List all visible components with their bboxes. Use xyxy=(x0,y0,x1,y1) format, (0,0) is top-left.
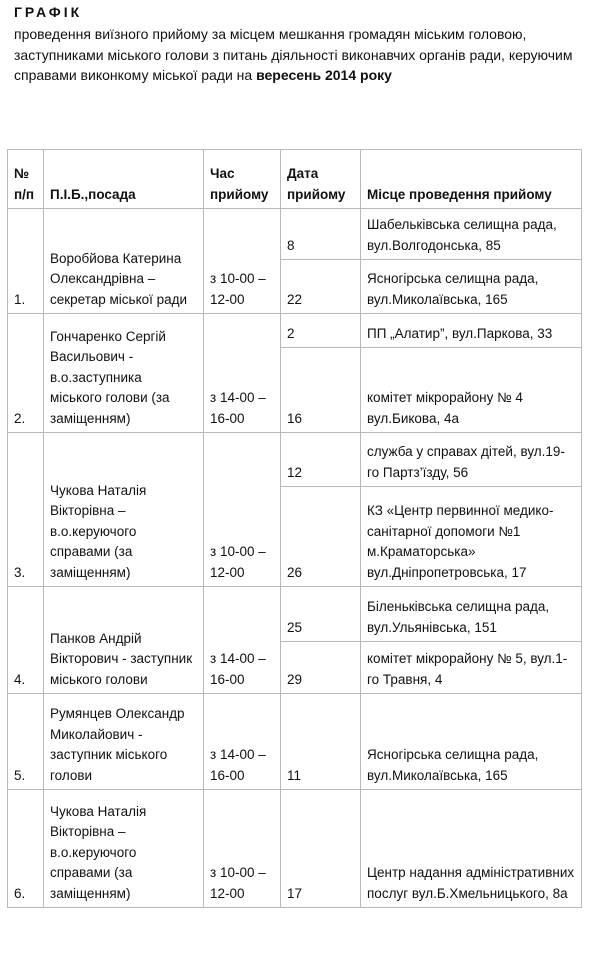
row-number: 4. xyxy=(8,587,44,694)
person-name-position: Гончаренко Сергій Васильович - в.о.заступника міського голови (за заміщенням) xyxy=(44,314,204,433)
person-name-position: Румянцев Олександр Миколайович - заступник міського голови xyxy=(44,694,204,790)
reception-date: 12 xyxy=(281,433,361,487)
row-number: 5. xyxy=(8,694,44,790)
reception-place: КЗ «Центр первинної медико-санітарної допомоги №1 м.Краматорська» вул.Дніпропетровська, 17 xyxy=(361,487,582,587)
reception-time: з 14-00 – 16-00 xyxy=(204,694,281,790)
intro-text: проведення виїзного прийому за місцем мешкання громадян міським головою, заступниками міського голови з питань діяльності виконавчих органів ради, керуючим справами виконкому міської ради на xyxy=(14,26,573,83)
reception-date: 22 xyxy=(281,260,361,314)
person-name-position: Чукова Наталія Вікторівна – в.о.керуючого справами (за заміщенням) xyxy=(44,790,204,908)
table-row xyxy=(8,790,582,908)
header-date: Дата прийому xyxy=(281,150,361,209)
reception-place: Ясногірська селищна рада, вул.Миколаївська, 165 xyxy=(361,694,582,790)
person-name-position: Воробйова Катерина Олександрівна – секретар міської ради xyxy=(44,209,204,314)
reception-date: 26 xyxy=(281,487,361,587)
schedule-table xyxy=(7,149,582,908)
row-number: 6. xyxy=(8,790,44,908)
row-number: 3. xyxy=(8,433,44,587)
reception-date: 16 xyxy=(281,348,361,433)
table-row xyxy=(8,314,582,348)
reception-place: комітет мікрорайону № 5, вул.1-го Травня, 4 xyxy=(361,642,582,694)
reception-date: 25 xyxy=(281,587,361,642)
reception-date: 29 xyxy=(281,642,361,694)
reception-date: 17 xyxy=(281,790,361,908)
table-row xyxy=(8,587,582,642)
reception-time: з 10-00 – 12-00 xyxy=(204,209,281,314)
table-row xyxy=(8,209,582,260)
reception-date: 11 xyxy=(281,694,361,790)
reception-place: Центр надання адміністративних послуг вул.Б.Хмельницького, 8а xyxy=(361,790,582,908)
header-name: П.І.Б.,посада xyxy=(44,150,204,209)
reception-place: ПП „Алатир”, вул.Паркова, 33 xyxy=(361,314,582,348)
document-title: ГРАФІК xyxy=(14,4,83,20)
reception-time: з 10-00 – 12-00 xyxy=(204,790,281,908)
reception-place: служба у справах дітей, вул.19-го Партз’їзду, 56 xyxy=(361,433,582,487)
reception-date: 2 xyxy=(281,314,361,348)
header-row xyxy=(8,150,582,209)
reception-place: Шабельківська селищна рада, вул.Волгодонська, 85 xyxy=(361,209,582,260)
document-intro xyxy=(14,24,594,86)
reception-place: Ясногірська селищна рада, вул.Миколаївська, 165 xyxy=(361,260,582,314)
intro-period: вересень 2014 року xyxy=(256,67,392,83)
reception-time: з 14-00 – 16-00 xyxy=(204,314,281,433)
reception-date: 8 xyxy=(281,209,361,260)
person-name-position: Чукова Наталія Вікторівна – в.о.керуючого справами (за заміщенням) xyxy=(44,433,204,587)
table-row xyxy=(8,433,582,487)
header-num: № п/п xyxy=(8,150,44,209)
table-row xyxy=(8,694,582,790)
row-number: 1. xyxy=(8,209,44,314)
person-name-position: Панков Андрій Вікторович - заступник міського голови xyxy=(44,587,204,694)
reception-time: з 14-00 – 16-00 xyxy=(204,587,281,694)
reception-time: з 10-00 – 12-00 xyxy=(204,433,281,587)
reception-place: комітет мікрорайону № 4 вул.Бикова, 4а xyxy=(361,348,582,433)
row-number: 2. xyxy=(8,314,44,433)
header-time: Час прийому xyxy=(204,150,281,209)
header-place: Місце проведення прийому xyxy=(361,150,582,209)
reception-place: Біленьківська селищна рада, вул.Ульянівська, 151 xyxy=(361,587,582,642)
